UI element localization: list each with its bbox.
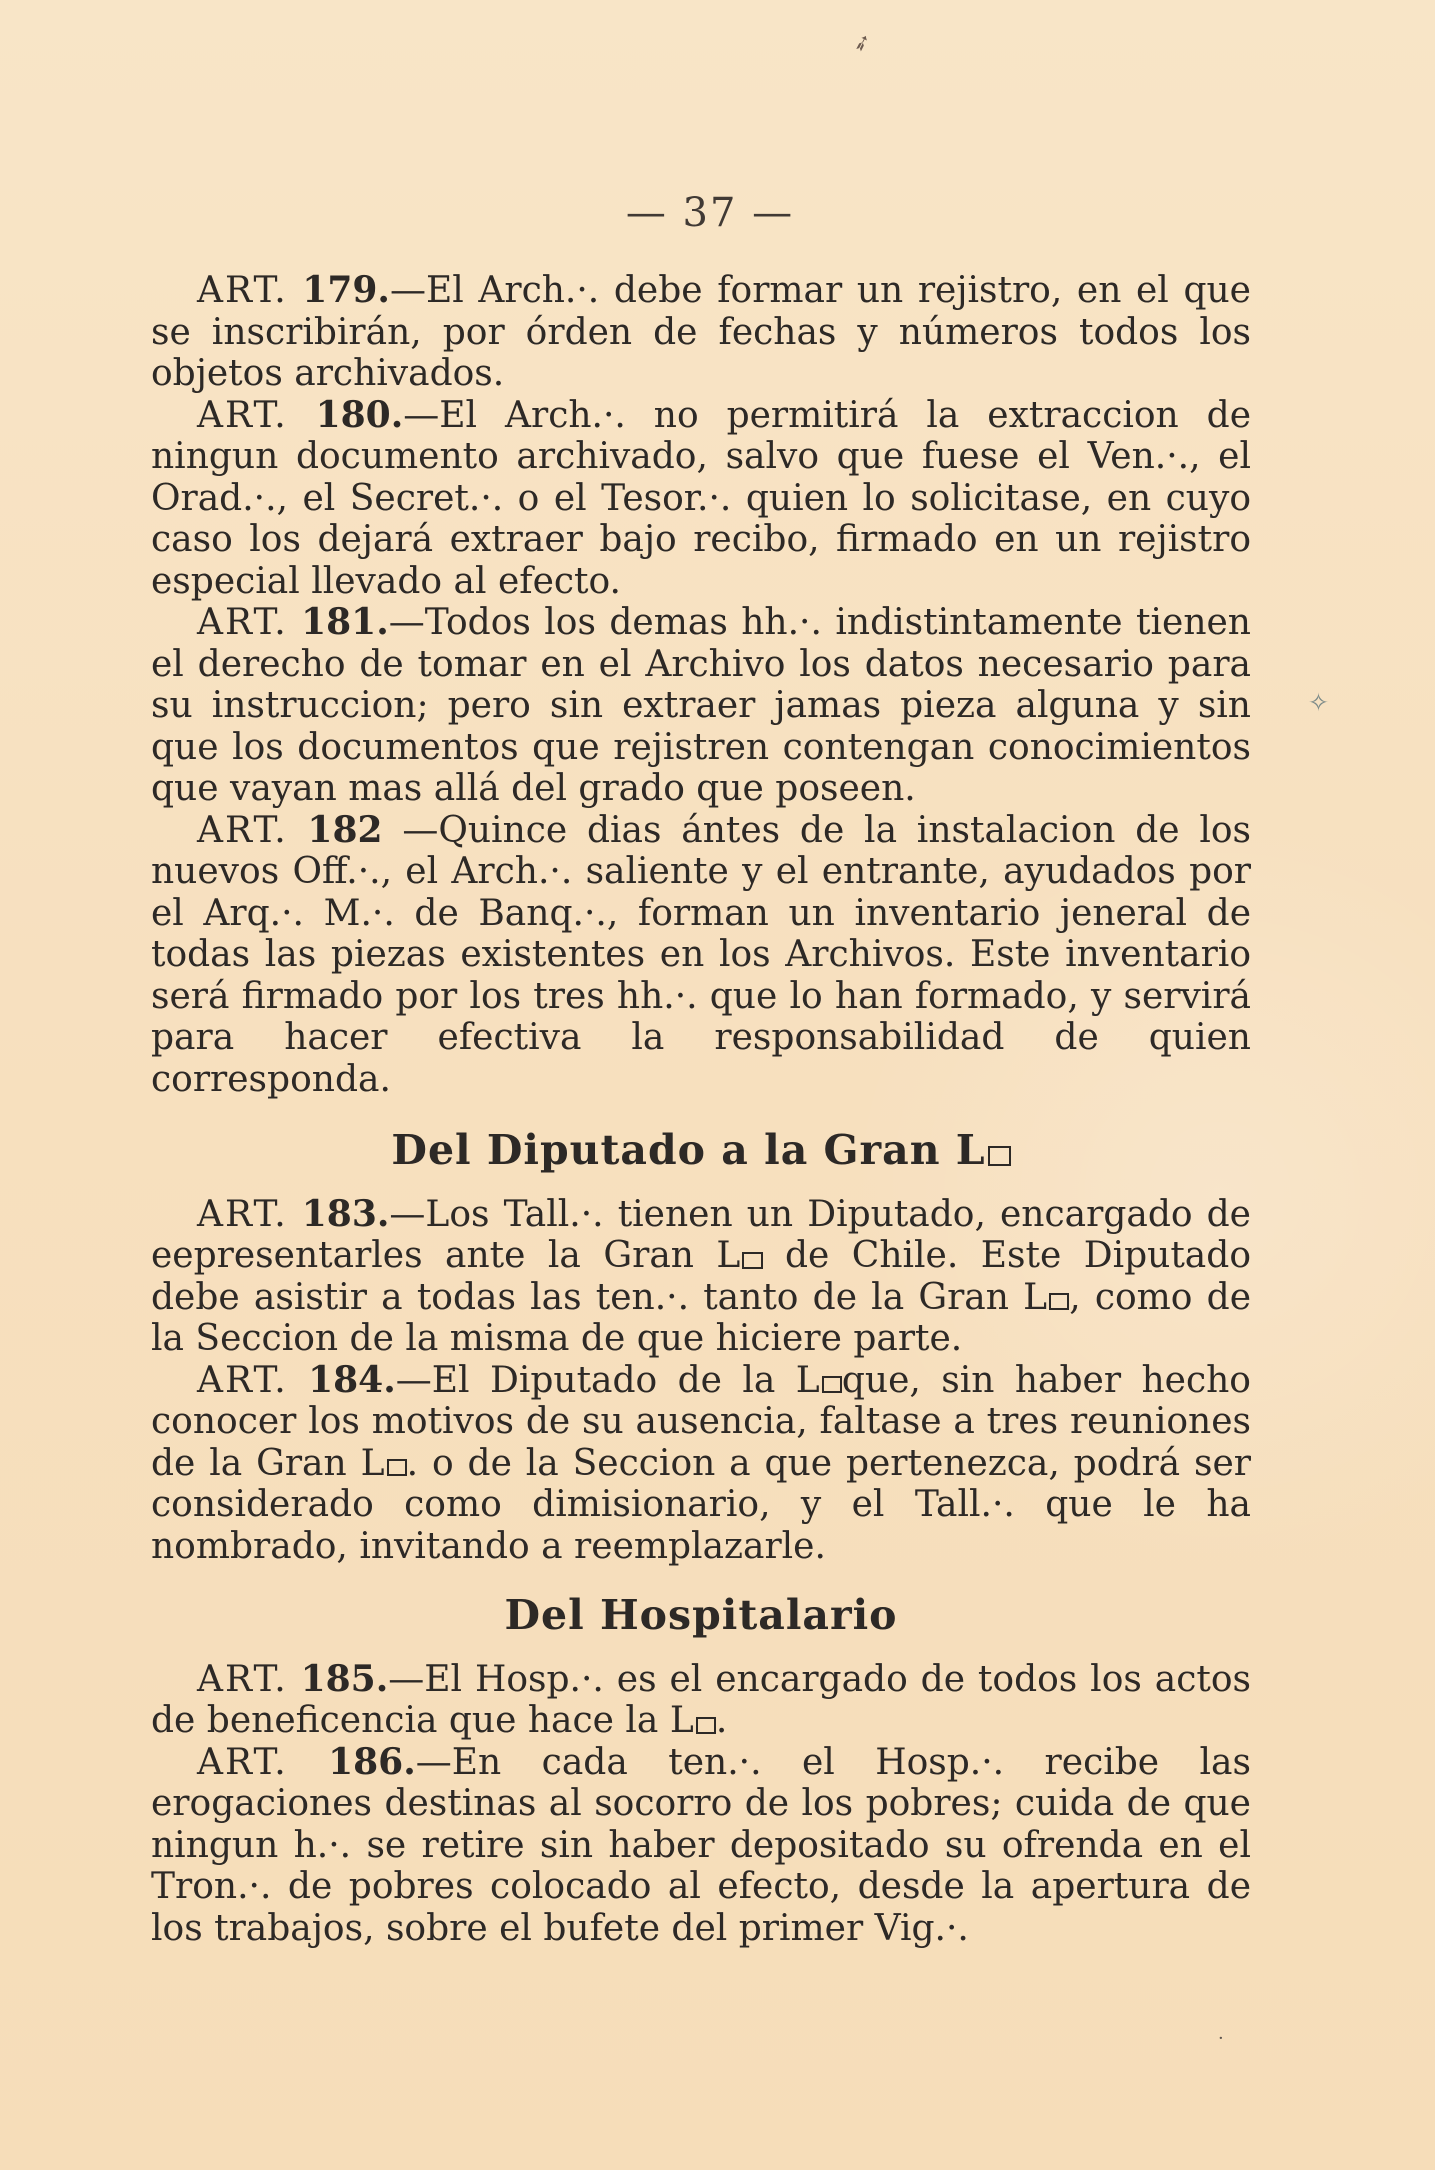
bottom-mark: · — [1218, 2028, 1224, 2049]
article-186 — [151, 1742, 1251, 1950]
article-label: ART. — [197, 1193, 288, 1235]
lodge-square-icon — [822, 1376, 842, 1393]
article-text-part-2: . — [715, 1700, 728, 1741]
article-text: —El Arch.·. no permitirá la extraccion de ningun documento archivado, salvo que fuese el Ven.·., el Orad.·., el Secret.·. o el Tesor.·. quien lo solicitase, en cuyo caso los dejará extraer bajo recibo, firmado en un rejistro especial llevado al efecto. — [151, 394, 1251, 602]
article-179 — [151, 270, 1251, 395]
article-label: ART. — [197, 1741, 288, 1783]
article-180 — [151, 395, 1251, 603]
article-text: —En cada ten.·. el Hosp.·. recibe las erogaciones destinas al socorro de los pobres; cuida de que ningun h.·. se retire sin haber depositado su ofrenda en el Tron.·. de pobres colocado al efecto, desde la apertura de los trabajos, sobre el bufete del primer Vig.·. — [151, 1741, 1251, 1949]
article-text-part-1: —El Diputado de la L — [395, 1359, 820, 1401]
article-text-part-3: . o de la Seccion a que pertenezca, podrá ser considerado como dimisionario, y el Tall.·. que le ha nombrado, invitando a reemplazarle. — [151, 1442, 1251, 1567]
page-number: — 37 — — [625, 190, 795, 236]
article-text: —El Arch.·. debe formar un rejistro, en el que se inscribirán, por órden de fechas y números todos los objetos archivados. — [151, 270, 1251, 394]
article-number: 179. — [302, 269, 390, 311]
lodge-square-icon — [696, 1717, 716, 1734]
section-title-text: Del Diputado a la Gran L — [391, 1126, 986, 1174]
lodge-square-icon — [988, 1146, 1011, 1166]
article-182 — [151, 810, 1251, 1101]
article-number: 184. — [308, 1358, 396, 1401]
article-label: ART. — [197, 1658, 288, 1700]
article-text-part-1: —El Hosp.·. es el encargado de todos los actos de beneficencia que hace la L — [151, 1658, 1251, 1741]
article-number: 186. — [328, 1740, 416, 1783]
section-title-text: Del Hospitalario — [504, 1591, 898, 1639]
article-label: ART. — [197, 809, 288, 851]
article-label: ART. — [197, 270, 288, 311]
article-text: —Quince dias ántes de la instalacion de los nuevos Off.·., el Arch.·. saliente y el entrante, ayudados por el Arq.·. M.·. de Banq.·., forman un inventario jeneral de todas las piezas existentes en los Archivos. Este inventario será firmado por los tres hh.·. que lo han formado, y servirá para hacer efectiva la responsabilidad de quien corresponda. — [151, 809, 1251, 1100]
article-label: ART. — [197, 602, 288, 643]
lodge-square-icon — [742, 1252, 762, 1269]
document-body — [151, 270, 1251, 1949]
article-text-part-3: , como de la Seccion de la misma de que hiciere parte. — [151, 1276, 1252, 1359]
section-title-diputado — [151, 1126, 1251, 1174]
top-ornament: ➶ — [849, 28, 875, 59]
lodge-square-icon — [387, 1459, 407, 1476]
article-185 — [151, 1659, 1251, 1742]
article-number: 182 — [307, 808, 383, 851]
article-label: ART. — [197, 394, 288, 436]
article-181 — [151, 602, 1251, 810]
article-text-part-2: de Chile. Este Diputado debe asistir a todas las ten.·. tanto de la Gran L — [151, 1235, 1251, 1318]
article-text-part-2: que, sin haber hecho conocer los motivos de su ausencia, faltase a tres reuniones de la Gran L — [151, 1359, 1251, 1484]
lodge-square-icon — [1049, 1293, 1069, 1310]
article-number: 183. — [301, 1192, 390, 1235]
article-184 — [151, 1360, 1251, 1568]
article-number: 185. — [300, 1657, 389, 1700]
section-title-hospitalario — [151, 1591, 1251, 1639]
side-mark: ✧ — [1308, 688, 1329, 717]
article-text-part-1: —Los Tall.·. tienen un Diputado, encargado de eepresentarles ante la Gran L — [151, 1193, 1251, 1276]
article-text: —Todos los demas hh.·. indistintamente tienen el derecho de tomar en el Archivo los datos necesario para su instruccion; pero sin extraer jamas pieza alguna y sin que los documentos que rejistren contengan conocimientos que vayan mas allá del grado que poseen. — [151, 602, 1251, 809]
article-number: 181. — [301, 601, 389, 643]
article-number: 180. — [315, 393, 404, 436]
article-183 — [151, 1194, 1251, 1360]
article-label: ART. — [197, 1359, 288, 1401]
